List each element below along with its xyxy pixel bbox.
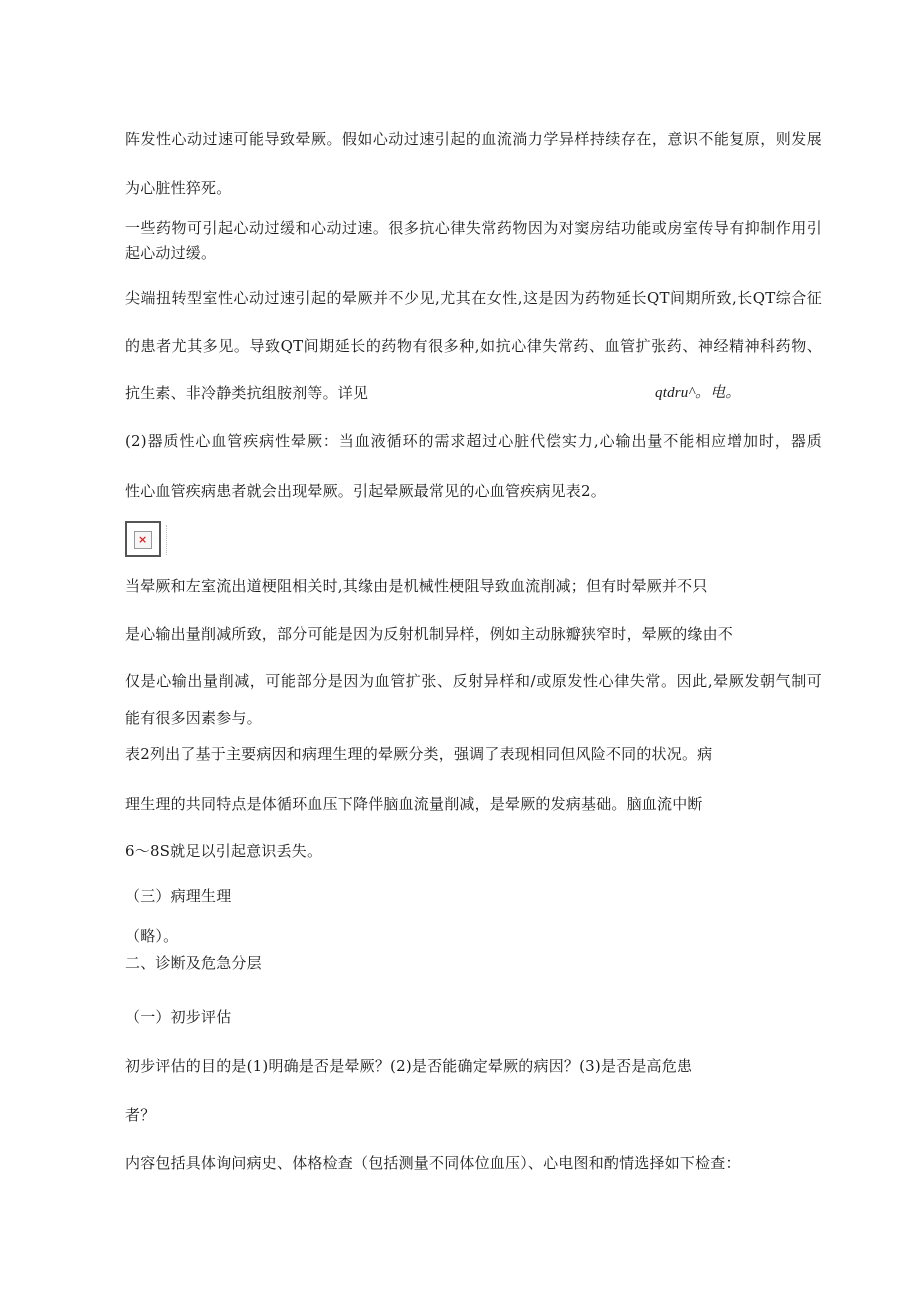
paragraph-line: 阵发性心动过速可能导致晕厥。假如心动过速引起的血流淌力学异样持续存在，意识不能复原，则发展	[125, 130, 822, 148]
paragraph-line: 尖端扭转型室性心动过速引起的晕厥并不少见,尤其在女性,这是因为药物延长QT间期所致,长QT综合征	[125, 289, 822, 307]
paragraph-line: （略）。	[125, 927, 179, 945]
paragraph-line: 为心脏性猝死。	[125, 179, 232, 197]
close-icon: ×	[138, 533, 148, 546]
paragraph-line: 内容包括具体询问病史、体格检查（包括测量不同体位血压）、心电图和酌情选择如下检查：	[125, 1154, 741, 1172]
broken-image-icon	[125, 521, 161, 557]
paragraph-line: 初步评估的目的是(1)明确是否是晕厥？(2)是否能确定晕厥的病因？(3)是否是高危患	[125, 1057, 693, 1075]
image-placeholder-frame	[134, 531, 152, 549]
paragraph-line: 能有很多因素参与。	[125, 709, 262, 727]
paragraph-line: 理生理的共同特点是体循环血压下降伴脑血流量削减，是晕厥的发病基础。脑血流中断	[125, 795, 703, 813]
section-heading: 二、诊断及危急分层	[125, 954, 262, 972]
paragraph-line: (2)器质性心血管疾病性晕厥：当血液循环的需求超过心脏代偿实力,心输出量不能相应增加时，器质	[125, 432, 822, 450]
paragraph-line: 表2列出了基于主要病因和病理生理的晕厥分类，强调了表现相同但风险不同的状况。病	[125, 745, 713, 763]
paragraph-line: 性心血管疾病患者就会出现晕厥。引起晕厥最常见的心血管疾病见表2。	[125, 482, 606, 500]
section-heading: （三）病理生理	[125, 887, 232, 905]
paragraph-line: 抗生素、非冷静类抗组胺剂等。详见	[125, 384, 369, 402]
paragraph-line: 仅是心输出量削减，可能部分是因为血管扩张、反射异样和/或原发性心律失常。因此,晕厥发朝气制可	[125, 672, 822, 690]
section-heading: （一）初步评估	[125, 1008, 232, 1026]
paragraph-line: 起心动过缓。	[125, 244, 217, 262]
paragraph-line-tail: qtdru^。电。	[655, 385, 741, 401]
paragraph-line: 当晕厥和左室流出道梗阻相关时,其缘由是机械性梗阻导致血流削减；但有时晕厥并不只	[125, 577, 708, 595]
paragraph-line: 者？	[125, 1106, 156, 1124]
paragraph-line: 的患者尤其多见。导致QT间期延长的药物有很多种,如抗心律失常药、血管扩张药、神经精神科药物、	[125, 337, 822, 355]
paragraph-line: 是心输出量削减所致，部分可能是因为反射机制异样，例如主动脉瓣狭窄时，晕厥的缘由不	[125, 625, 734, 643]
image-edge	[160, 525, 167, 555]
paragraph-line: 一些药物可引起心动过缓和心动过速。很多抗心律失常药物因为对窦房结功能或房室传导有抑制作用引	[125, 219, 822, 237]
paragraph-line: 6〜8S就足以引起意识丢失。	[125, 842, 323, 860]
